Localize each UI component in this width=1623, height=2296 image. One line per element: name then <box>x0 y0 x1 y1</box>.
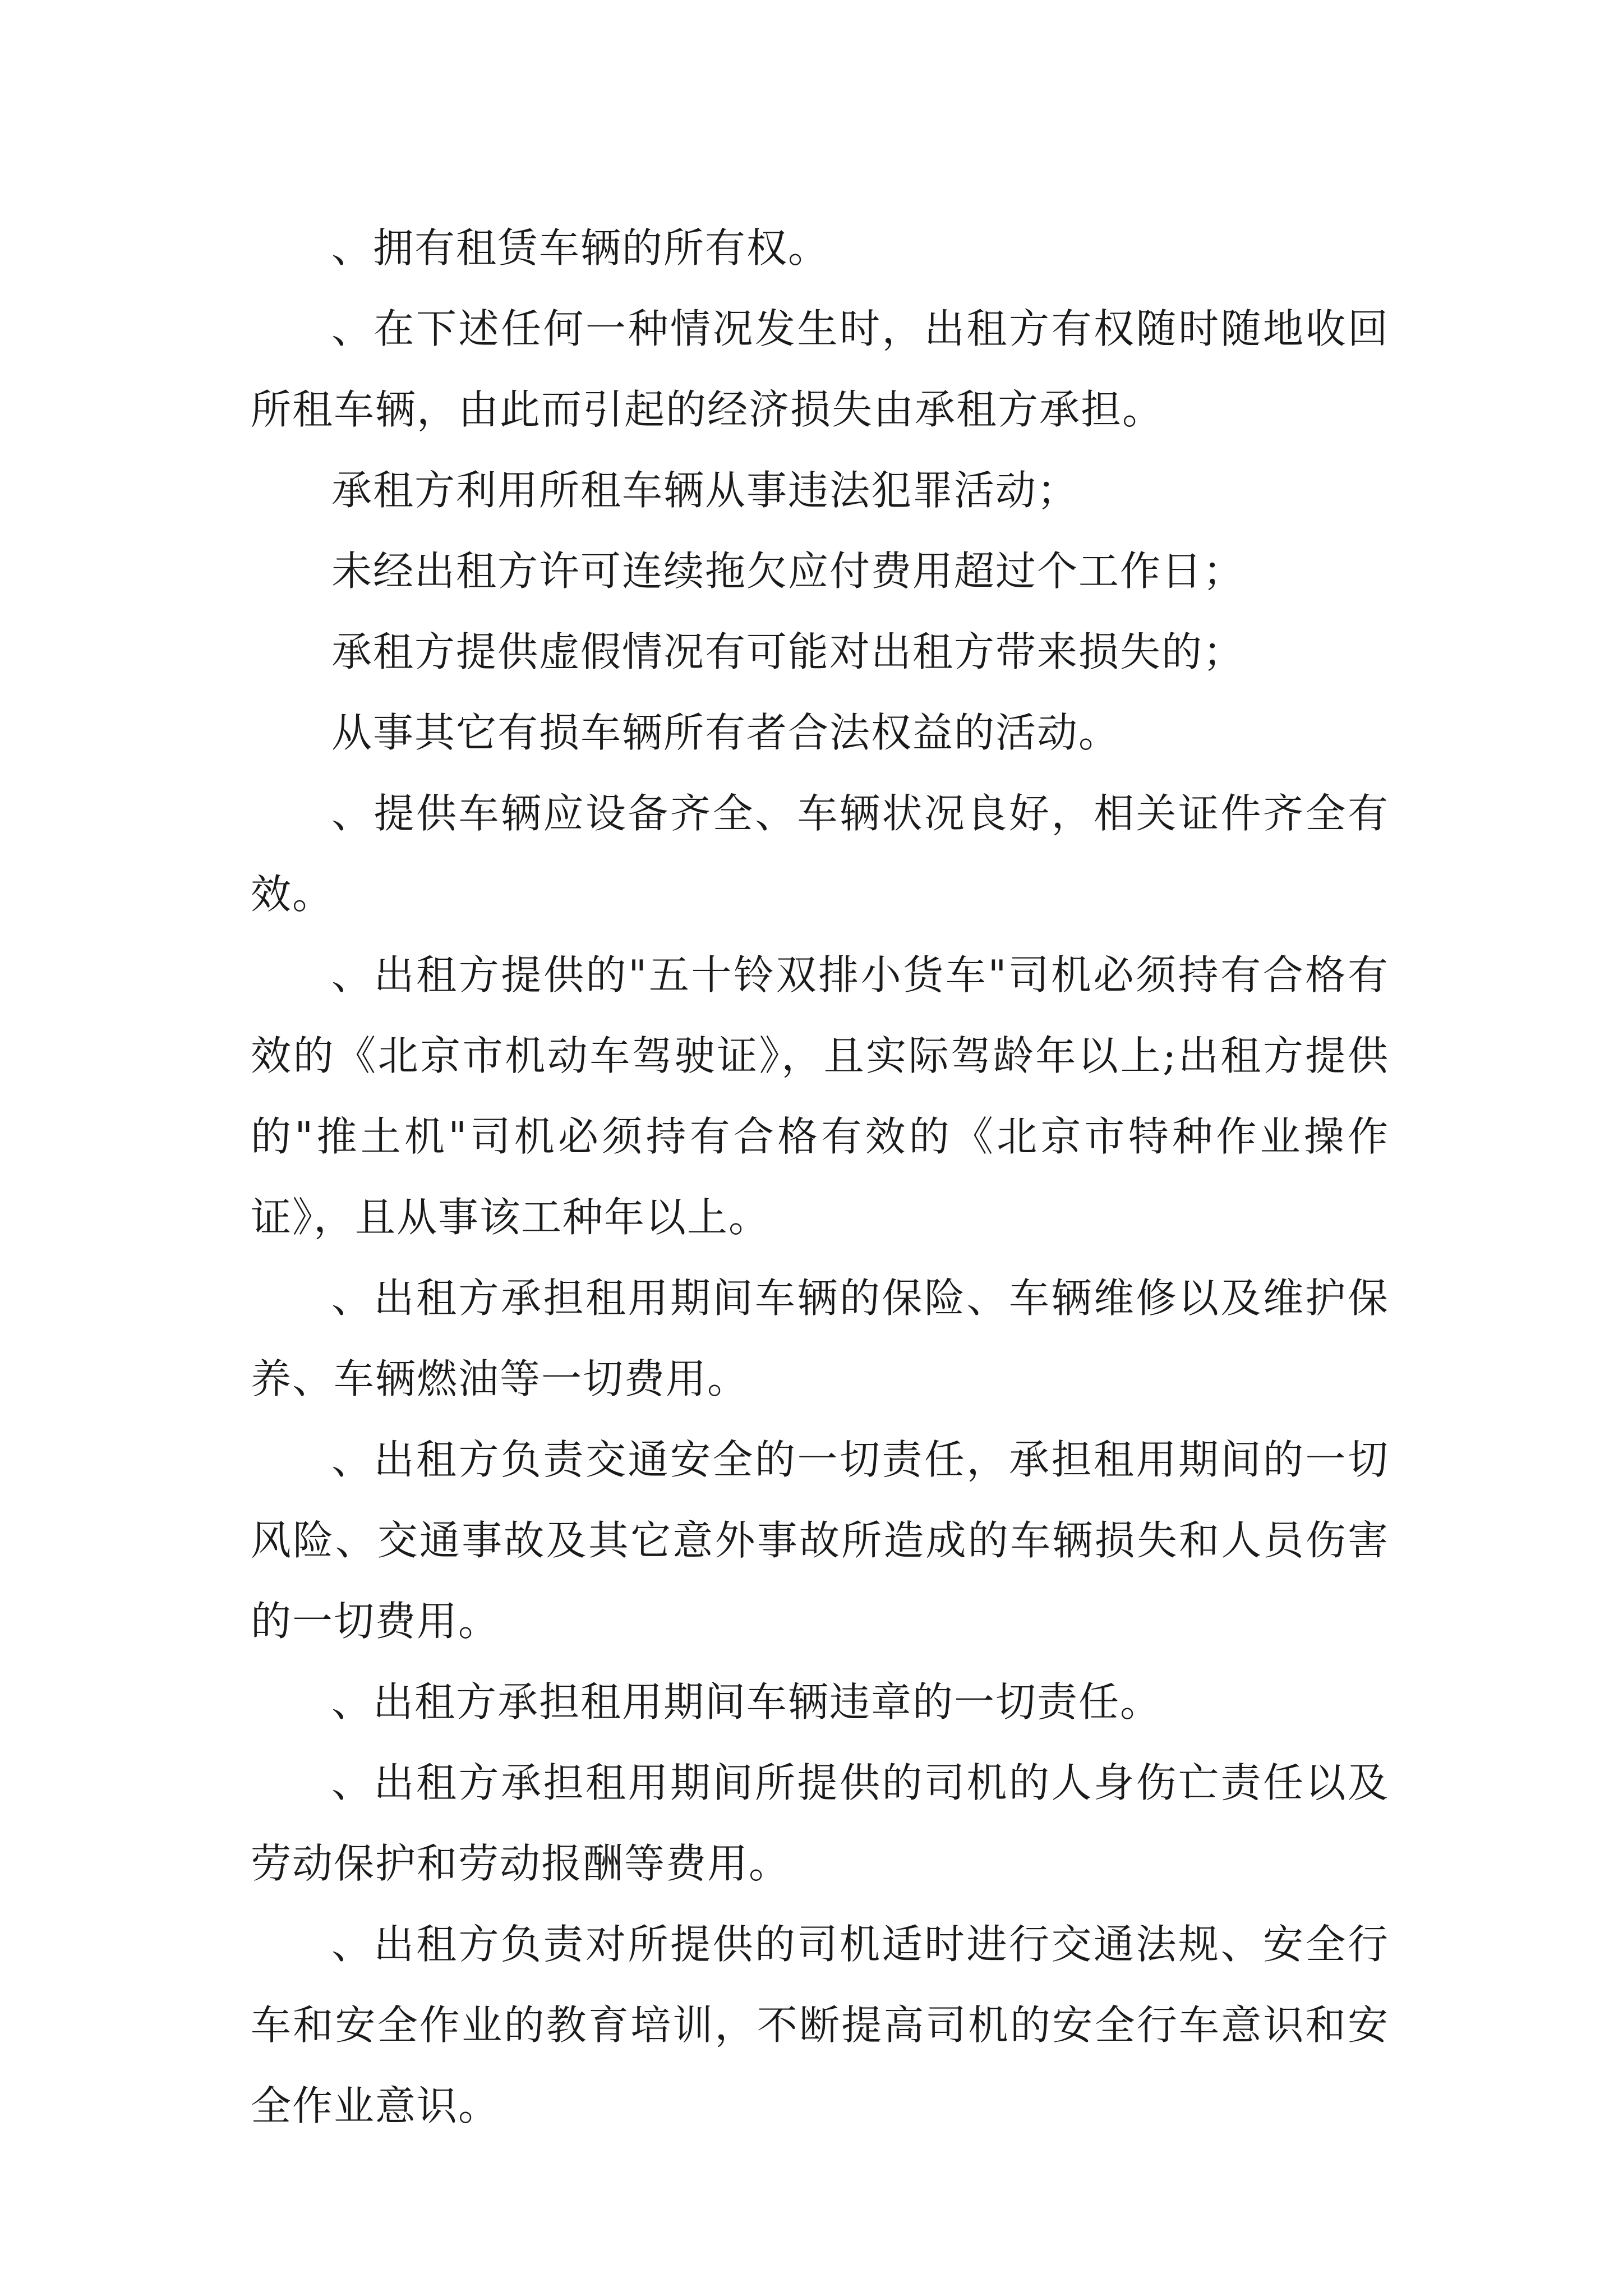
paragraph-ownership: 、拥有租赁车辆的所有权。 <box>331 224 830 272</box>
paragraph-false-info: 承租方提供虚假情况有可能对出租方带来损失的； <box>331 628 1245 675</box>
paragraph-violations: 、出租方承担租用期间车辆违章的一切责任。 <box>331 1678 1162 1726</box>
paragraph-illegal-use: 承租方利用所租车辆从事违法犯罪活动； <box>331 467 1079 514</box>
paragraph-unpaid-fees: 未经出租方许可连续拖欠应付费用超过个工作日； <box>331 547 1245 595</box>
paragraph-training: 、出租方负责对所提供的司机适时进行交通法规、安全行车和安全作业的教育培训，不断提高司机的安全行车意识和安全作业意识。 <box>251 1921 1389 2129</box>
paragraph-driver-license: 、出租方提供的"五十铃双排小货车"司机必须持有合格有效的《北京市机动车驾驶证》，且实际驾龄年以上;出租方提供的"推土机"司机必须持有合格有效的《北京市特种作业操作证》，且从事该工种年以上。 <box>251 951 1389 1241</box>
paragraph-traffic-safety: 、出租方负责交通安全的一切责任，承担租用期间的一切风险、交通事故及其它意外事故所造成的车辆损失和人员伤害的一切费用。 <box>251 1436 1389 1645</box>
paragraph-vehicle-condition: 、提供车辆应设备齐全、车辆状况良好，相关证件齐全有效。 <box>251 790 1389 918</box>
paragraph-driver-injury: 、出租方承担租用期间所提供的司机的人身伤亡责任以及劳动保护和劳动报酬等费用。 <box>251 1759 1389 1887</box>
paragraph-recall-right: 、在下述任何一种情况发生时，出租方有权随时随地收回所租车辆，由此而引起的经济损失由承租方承担。 <box>251 305 1389 433</box>
document-body <box>251 208 1389 2146</box>
paragraph-harmful-activities: 从事其它有损车辆所有者合法权益的活动。 <box>331 709 1121 756</box>
paragraph-costs: 、出租方承担租用期间车辆的保险、车辆维修以及维护保养、车辆燃油等一切费用。 <box>251 1274 1389 1402</box>
